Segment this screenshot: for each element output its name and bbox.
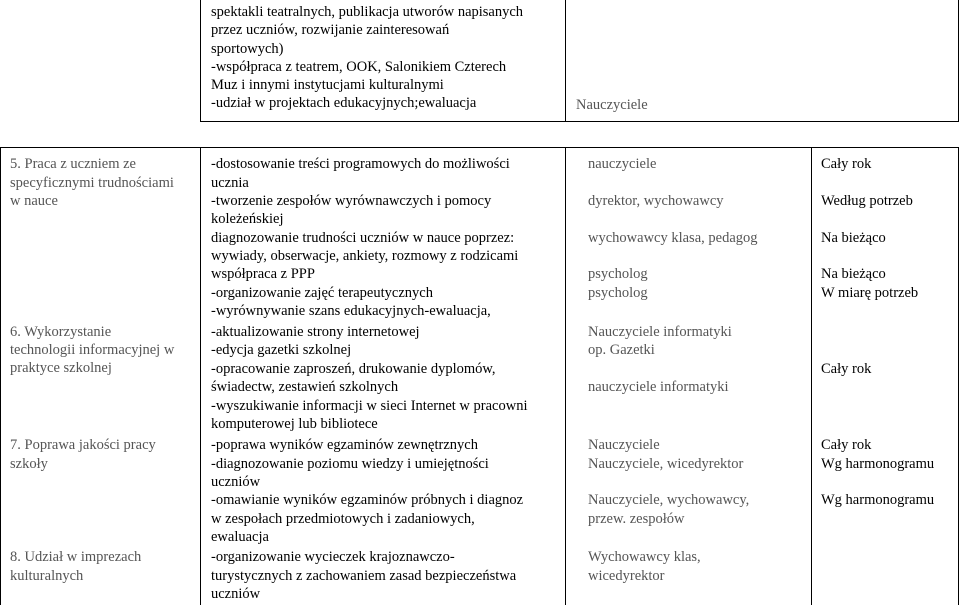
activity-line: -dostosowanie treści programowych do możliwości bbox=[211, 156, 510, 172]
responsible-line: dyrektor, wychowawcy bbox=[588, 193, 724, 209]
top-responsible: Nauczyciele bbox=[576, 97, 648, 113]
time-line: Cały rok bbox=[821, 361, 872, 377]
responsible-line: op. Gazetki bbox=[588, 342, 655, 358]
time-line: Wg harmonogramu bbox=[821, 492, 935, 508]
activity-line: w zespołach przedmiotowych i zadaniowych, bbox=[211, 511, 475, 527]
area-7-line: 7. Poprawa jakości pracy bbox=[10, 437, 156, 453]
main-right-border bbox=[958, 147, 959, 605]
time-line: Według potrzeb bbox=[821, 193, 913, 209]
time-line: Cały rok bbox=[821, 156, 872, 172]
area-8-line: 8. Udział w imprezach bbox=[10, 549, 142, 565]
responsible-line: Nauczyciele, wychowawcy, bbox=[588, 492, 750, 508]
responsible-line: nauczyciele bbox=[588, 156, 657, 172]
main-col-divider-2 bbox=[565, 147, 566, 605]
activity-line: ucznia bbox=[211, 175, 249, 191]
activity-line: komputerowej lub bibliotece bbox=[211, 416, 378, 432]
activity-line: turystycznych z zachowaniem zasad bezpieczeństwa bbox=[211, 568, 517, 584]
activity-line: -omawianie wyników egzaminów próbnych i diagnoz bbox=[211, 492, 524, 508]
activity-line: -wyrównywanie szans edukacyjnych-ewaluacja, bbox=[211, 303, 491, 319]
responsible-line: Nauczyciele, wicedyrektor bbox=[588, 456, 744, 472]
time-line: W miarę potrzeb bbox=[821, 285, 919, 301]
responsible-line: wychowawcy klasa, pedagog bbox=[588, 230, 758, 246]
activity-line: -poprawa wyników egzaminów zewnętrznych bbox=[211, 437, 478, 453]
activity-line: ewaluacja bbox=[211, 529, 269, 545]
top-col-divider bbox=[565, 0, 566, 122]
responsible-line: Wychowawcy klas, bbox=[588, 549, 701, 565]
responsible-line: nauczyciele informatyki bbox=[588, 379, 729, 395]
area-6-line: technologii informacyjnej w bbox=[10, 342, 175, 358]
activity-line: wywiady, obserwacje, ankiety, rozmowy z rodzicami bbox=[211, 248, 519, 264]
activity-line: -edycja gazetki szkolnej bbox=[211, 342, 352, 358]
responsible-line: Nauczyciele bbox=[588, 437, 660, 453]
responsible-line: Nauczyciele informatyki bbox=[588, 324, 732, 340]
activity-line: świadectw, zestawień szkolnych bbox=[211, 379, 399, 395]
activity-line: uczniów bbox=[211, 586, 261, 602]
area-7-line: szkoły bbox=[10, 456, 48, 472]
activity-line: -tworzenie zespołów wyrównawczych i pomocy bbox=[211, 193, 492, 209]
responsible-line: przew. zespołów bbox=[588, 511, 685, 527]
activity-line: -organizowanie zajęć terapeutycznych bbox=[211, 285, 433, 301]
area-6-line: praktyce szkolnej bbox=[10, 360, 112, 376]
top-left-border bbox=[200, 0, 201, 122]
main-left-border bbox=[0, 147, 1, 605]
area-6-line: 6. Wykorzystanie bbox=[10, 324, 112, 340]
responsible-line: psycholog bbox=[588, 266, 648, 282]
activity-line: Muz i innymi instytucjami kulturalnymi bbox=[211, 77, 444, 93]
activity-line: spektakli teatralnych, publikacja utworów napisanych bbox=[211, 4, 524, 20]
activity-line: diagnozowanie trudności uczniów w nauce poprzez: bbox=[211, 230, 515, 246]
activity-line: -współpraca z teatrem, OOK, Salonikiem Czterech bbox=[211, 59, 507, 75]
activity-line: współpraca z PPP bbox=[211, 266, 315, 282]
area-5-line: 5. Praca z uczniem ze bbox=[10, 156, 136, 172]
activity-line: -diagnozowanie poziomu wiedzy i umiejętności bbox=[211, 456, 489, 472]
time-line: Wg harmonogramu bbox=[821, 456, 935, 472]
activity-line: -opracowanie zaproszeń, drukowanie dyplomów, bbox=[211, 361, 496, 377]
top-right-border bbox=[958, 0, 959, 122]
main-col-divider-1 bbox=[200, 147, 201, 605]
main-top-border bbox=[0, 147, 959, 148]
area-5-line: specyficznymi trudnościami bbox=[10, 175, 174, 191]
activity-line: przez uczniów, rozwijanie zainteresowań bbox=[211, 22, 450, 38]
responsible-line: wicedyrektor bbox=[588, 568, 665, 584]
time-line: Na bieżąco bbox=[821, 266, 886, 282]
activity-line: sportowych) bbox=[211, 41, 284, 57]
time-line: Cały rok bbox=[821, 437, 872, 453]
activity-line: koleżeńskiej bbox=[211, 211, 284, 227]
activity-line: -organizowanie wycieczek krajoznawczo- bbox=[211, 549, 455, 565]
activity-line: -aktualizowanie strony internetowej bbox=[211, 324, 420, 340]
activity-line: -wyszukiwanie informacji w sieci Internet w pracowni bbox=[211, 398, 528, 414]
top-bottom-border bbox=[200, 121, 959, 122]
activity-line: uczniów bbox=[211, 474, 261, 490]
time-line: Na bieżąco bbox=[821, 230, 886, 246]
area-8-line: kulturalnych bbox=[10, 568, 84, 584]
area-5-line: w nauce bbox=[10, 193, 58, 209]
activity-line: -udział w projektach edukacyjnych;ewaluacja bbox=[211, 95, 477, 111]
main-col-divider-3 bbox=[811, 147, 812, 605]
responsible-line: psycholog bbox=[588, 285, 648, 301]
